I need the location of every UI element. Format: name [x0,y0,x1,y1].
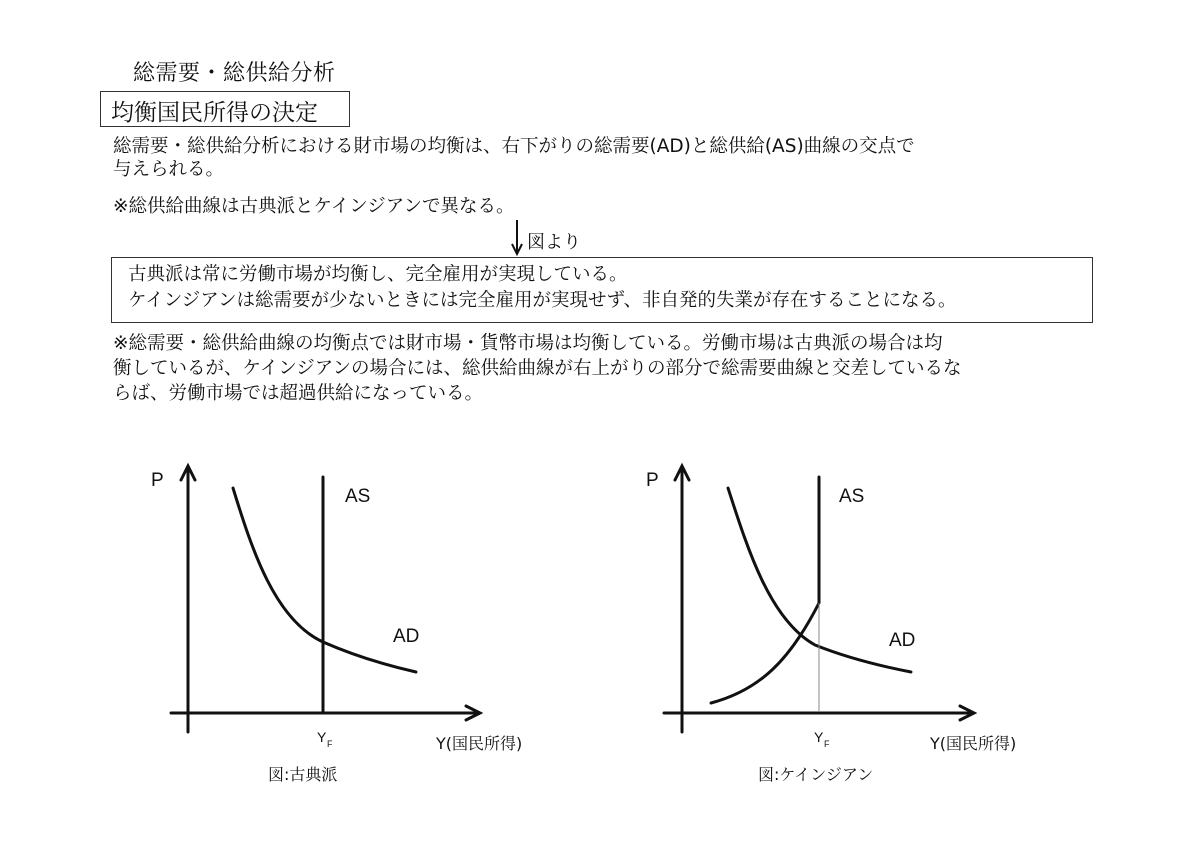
as-label: AS [345,486,371,507]
note-line-2: 衡しているが、ケインジアンの場合には、総供給曲線が右上がりの部分で総需要曲線と交差しているな [113,358,962,379]
arrow-label: 図より [527,232,581,253]
chart-caption: 図:古典派 [268,765,338,784]
intro-line-3: ※総供給曲線は古典派とケインジアンで異なる。 [113,196,515,217]
yf-tick-label: Y [317,729,327,745]
p-axis-label: P [151,470,164,491]
section-heading: 均衡国民所得の決定 [100,91,350,127]
note-line-3: らば、労働市場では超過供給になっている。 [113,383,484,404]
yf-tick-subscript: F [824,739,830,749]
p-axis-label: P [646,470,659,491]
as-curve [711,477,819,703]
ad-label: AD [889,630,916,651]
conclusion-line-2: ケインジアンは総需要が少ないときには完全雇用が実現せず、非自発的失業が存在することになる。 [128,290,957,311]
page-title: 総需要・総供給分析 [133,61,336,86]
ad-label: AD [393,626,420,647]
y-axis-label: Y(国民所得) [436,734,523,753]
y-axis-label: Y(国民所得) [930,734,1017,753]
note-line-1: ※総需要・総供給曲線の均衡点では財市場・貨幣市場は均衡している。労働市場は古典派の場合は均 [113,333,943,354]
intro-line-1: 総需要・総供給分析における財市場の均衡は、右下がりの総需要(AD)と総供給(AS)曲線の交点で [113,136,915,157]
intro-line-2: 与えられる。 [113,159,225,180]
as-label: AS [839,486,865,507]
chart-caption: 図:ケインジアン [758,765,874,784]
conclusion-line-1: 古典派は常に労働市場が均衡し、完全雇用が実現している。 [128,264,628,285]
yf-tick-subscript: F [327,739,333,749]
yf-tick-label: Y [814,729,824,745]
